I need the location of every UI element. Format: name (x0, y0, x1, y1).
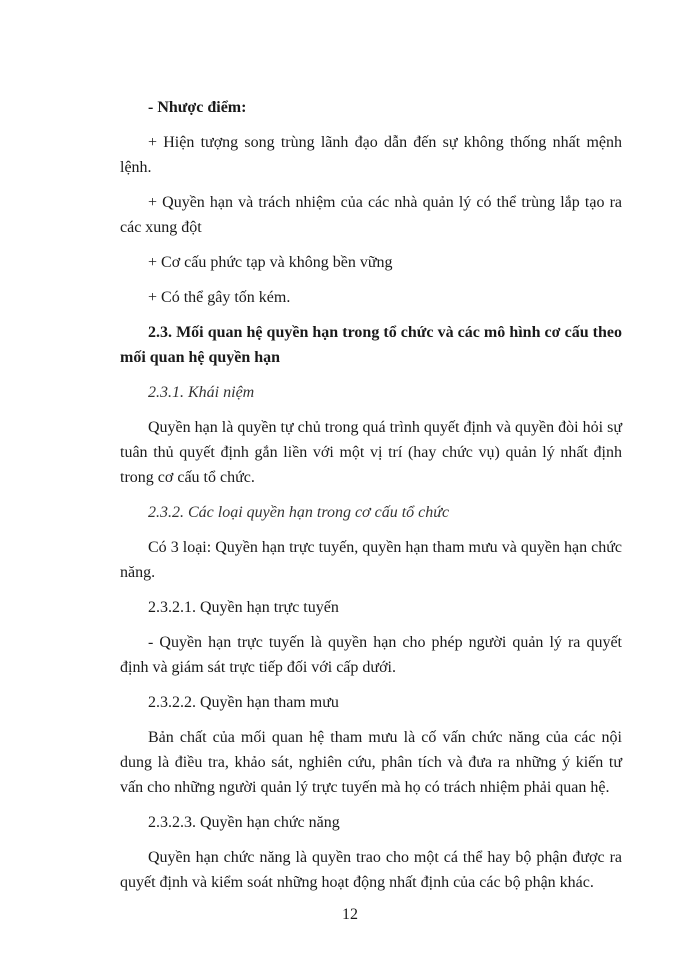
disadvantage-item: + Cơ cấu phức tạp và không bền vững (148, 254, 393, 271)
sub-subsection-heading: 2.3.2.2. Quyền hạn tham mưu (148, 694, 339, 711)
body-paragraph: Quyền hạn là quyền tự chủ trong quá trình quyết định và quyền đòi hỏi sự tuân thủ quyết định gắn liền với một vị trí (hay chức vụ) quản lý nhất định trong cơ cấu tổ chức. (120, 419, 622, 486)
sub-subsection-heading: 2.3.2.1. Quyền hạn trực tuyến (148, 599, 339, 616)
section-heading: 2.3. Mối quan hệ quyền hạn trong tổ chức và các mô hình cơ cấu theo mối quan hệ quyền hạn (120, 324, 622, 366)
body-paragraph: - Quyền hạn trực tuyến là quyền hạn cho phép người quản lý ra quyết định và giám sát trực tiếp đối với cấp dưới. (120, 634, 622, 676)
body-paragraph: Bản chất của mối quan hệ tham mưu là cố vấn chức năng của các nội dung là điều tra, khảo sát, nghiên cứu, phân tích và đưa ra những ý kiến tư vấn cho những người quản lý trực tuyến mà họ có trách nhiệm phải quan hệ. (120, 729, 622, 796)
body-paragraph: Quyền hạn chức năng là quyền trao cho một cá thể hay bộ phận được ra quyết định và kiểm soát những hoạt động nhất định của các bộ phận khác. (120, 849, 622, 891)
sub-subsection-heading: 2.3.2.3. Quyền hạn chức năng (148, 814, 340, 831)
subsection-heading: 2.3.2. Các loại quyền hạn trong cơ cấu tổ chức (148, 504, 450, 521)
page-content (120, 95, 622, 905)
page-number: 12 (342, 906, 358, 923)
subsection-heading: 2.3.1. Khái niệm (148, 384, 255, 401)
disadvantage-item: + Có thể gây tốn kém. (148, 289, 291, 306)
disadvantage-item: + Hiện tượng song trùng lãnh đạo dẫn đến sự không thống nhất mệnh lệnh. (120, 134, 622, 176)
disadvantage-item: + Quyền hạn và trách nhiệm của các nhà quản lý có thể trùng lắp tạo ra các xung đột (120, 194, 622, 236)
nhuoc-diem-heading: - Nhược điểm: (148, 99, 247, 116)
body-paragraph: Có 3 loại: Quyền hạn trực tuyến, quyền hạn tham mưu và quyền hạn chức năng. (120, 539, 622, 581)
